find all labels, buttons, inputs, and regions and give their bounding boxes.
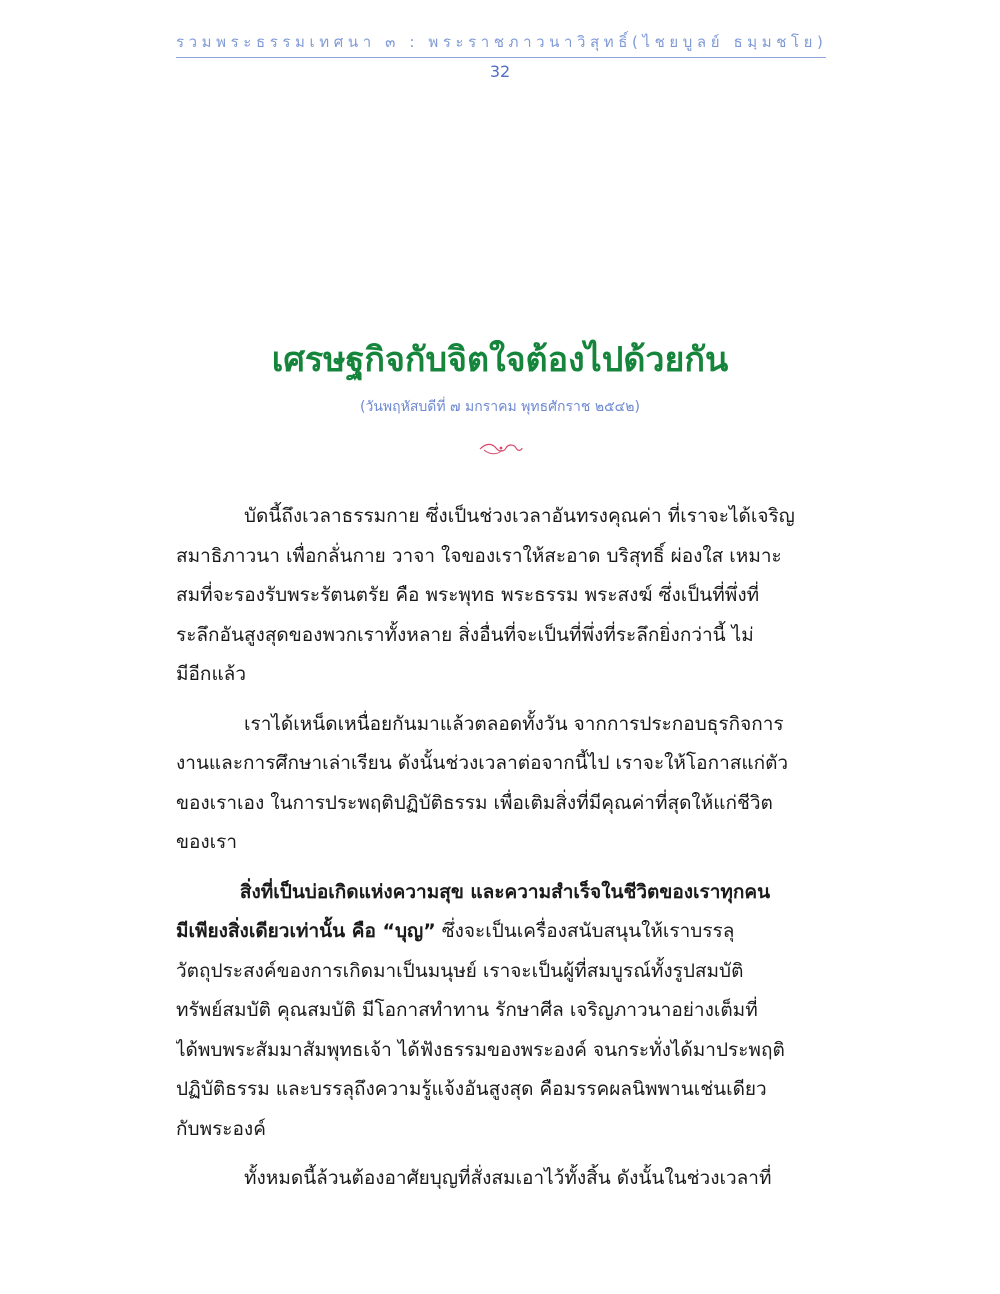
text-line: งานและการศึกษาเล่าเรียน ดังนั้นช่วงเวลาต่อจากนี้ไป เราจะให้โอกาสแก่ตัว: [176, 752, 789, 774]
text-line: ทรัพย์สมบัติ คุณสมบัติ มีโอกาสทำทาน รักษาศีล เจริญภาวนาอย่างเต็มที่: [176, 999, 758, 1021]
text-line: มีอีกแล้ว: [176, 663, 246, 685]
text-line: เราได้เหน็ดเหนื่อยกันมาแล้วตลอดทั้งวัน จากการประกอบธุรกิจการ: [244, 712, 784, 735]
page-number: 32: [489, 62, 511, 81]
flourish-divider-icon: [478, 440, 524, 458]
text-line: บัดนี้ถึงเวลาธรรมกาย ซึ่งเป็นช่วงเวลาอันทรงคุณค่า ที่เราจะได้เจริญ: [244, 505, 795, 527]
text-line: วัตถุประสงค์ของการเกิดมาเป็นมนุษย์ เราจะเป็นผู้ที่สมบูรณ์ทั้งรูปสมบัติ: [176, 959, 744, 982]
text-line: ได้พบพระสัมมาสัมพุทธเจ้า ได้ฟังธรรมของพระองค์ จนกระทั่งได้มาประพฤติ: [176, 1038, 785, 1061]
text-line: สมาธิภาวนา เพื่อกลั่นกาย วาจา ใจของเราให้สะอาด บริสุทธิ์ ผ่องใส เหมาะ: [176, 544, 782, 567]
text-line: กับพระองค์: [176, 1117, 266, 1140]
text-run: ซึ่งจะเป็นเครื่องสนับสนุนให้เราบรรลุ: [435, 920, 735, 942]
sermon-title: เศรษฐกิจกับจิตใจต้องไปด้วยกัน: [271, 340, 729, 380]
paragraph-3: [176, 873, 826, 1150]
bold-emphasis: มีเพียงสิ่งเดียวเท่านั้น คือ “บุญ”: [176, 920, 436, 942]
text-line: ของเราเอง ในการประพฤติปฏิบัติธรรม เพื่อเติมสิ่งที่มีคุณค่าที่สุดให้แก่ชีวิต: [176, 791, 773, 814]
bold-heading-line: สิ่งที่เป็นบ่อเกิดแห่งความสุข และความสำเร็จในชีวิตของเราทุกคน: [239, 880, 771, 903]
text-line: ของเรา: [176, 831, 238, 853]
text-line: ระลึกอันสูงสุดของพวกเราทั้งหลาย สิ่งอื่นที่จะเป็นที่พึ่งที่ระลึกยิ่งกว่านี้ ไม่: [176, 623, 754, 646]
paragraph-4: [176, 1159, 826, 1199]
sermon-body: [176, 497, 826, 1209]
paragraph-2: [176, 705, 826, 863]
text-line: ทั้งหมดนี้ล้วนต้องอาศัยบุญที่สั่งสมเอาไว้ทั้งสิ้น ดังนั้นในช่วงเวลาที่: [244, 1167, 772, 1189]
text-line: ปฏิบัติธรรม และบรรลุถึงความรู้แจ้งอันสูงสุด คือมรรคผลนิพพานเช่นเดียว: [176, 1078, 767, 1100]
text-line: สมที่จะรองรับพระรัตนตรัย คือ พระพุทธ พระธรรม พระสงฆ์ ซึ่งเป็นที่พึ่งที่: [176, 584, 760, 606]
paragraph-1: [176, 497, 826, 695]
text-line: [176, 912, 826, 952]
sermon-date: (วันพฤหัสบดีที่ ๗ มกราคม พุทธศักราช ๒๕๔๒): [360, 399, 640, 415]
running-header: รวมพระธรรมเทศนา ๓ : พระราชภาวนาวิสุทธิ์(ไชยบูลย์ ธมฺมชโย): [176, 30, 826, 58]
